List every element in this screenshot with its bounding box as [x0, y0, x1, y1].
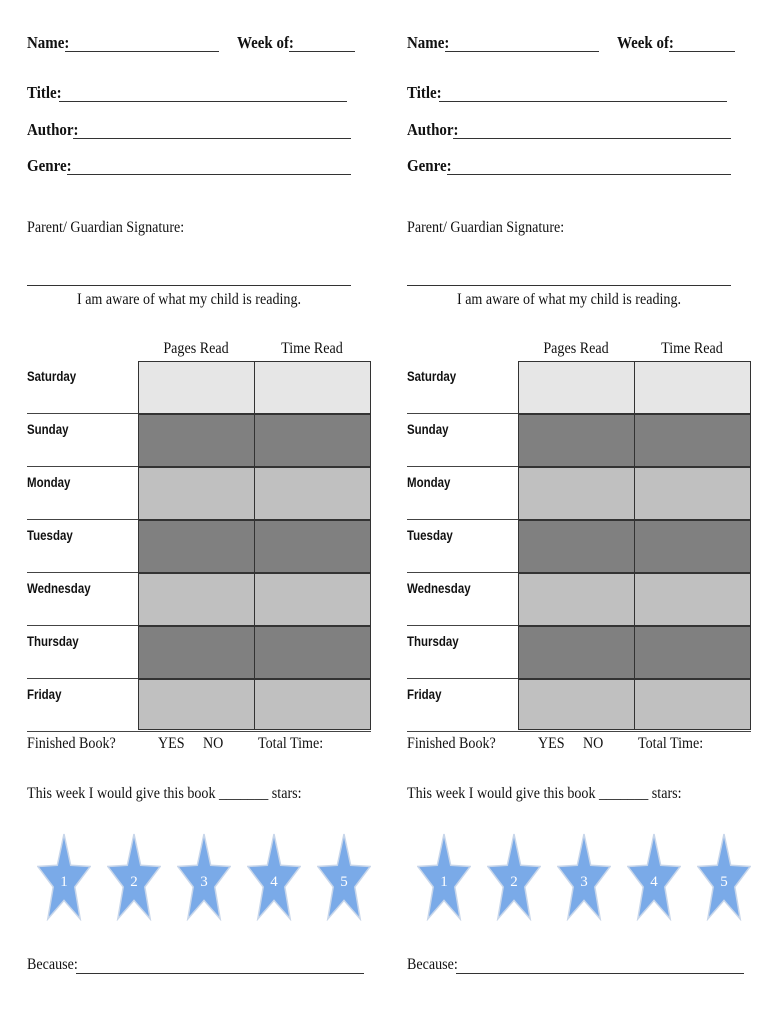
time-read-cell[interactable]	[254, 520, 371, 573]
pages-read-cell[interactable]	[138, 626, 255, 679]
finished-book-label: Finished Book?	[27, 735, 116, 752]
table-row-divider	[27, 731, 371, 732]
title-label: Title:	[27, 83, 62, 102]
time-read-cell[interactable]	[634, 679, 751, 730]
day-label: Monday	[407, 474, 451, 490]
pages-read-cell[interactable]	[518, 520, 635, 573]
week-of-field[interactable]	[669, 51, 735, 52]
title-label: Title:	[407, 83, 442, 102]
week-of-field[interactable]	[289, 51, 355, 52]
signature-label: Parent/ Guardian Signature:	[407, 219, 565, 236]
pages-read-cell[interactable]	[138, 467, 255, 520]
pages-read-cell[interactable]	[518, 414, 635, 467]
week-of-label: Week of:	[617, 33, 674, 52]
time-read-cell[interactable]	[254, 467, 371, 520]
pages-read-header: Pages Read	[543, 340, 609, 357]
star-1-icon[interactable]	[37, 825, 91, 921]
pages-read-cell[interactable]	[518, 573, 635, 626]
star-shape-icon	[417, 825, 471, 921]
time-read-cell[interactable]	[634, 414, 751, 467]
star-4-icon[interactable]	[247, 825, 301, 921]
day-label: Thursday	[27, 633, 79, 649]
star-shape-icon	[177, 825, 231, 921]
table-row-divider	[407, 731, 751, 732]
star-shape-icon	[487, 825, 541, 921]
star-shape-icon	[107, 825, 161, 921]
star-number: 2	[130, 874, 138, 890]
day-label: Wednesday	[27, 580, 91, 596]
yes-option[interactable]: YES	[538, 735, 565, 752]
star-shape-icon	[317, 825, 371, 921]
pages-read-cell[interactable]	[518, 679, 635, 730]
because-label: Because:	[407, 956, 458, 973]
time-read-cell[interactable]	[254, 626, 371, 679]
star-shape-icon	[37, 825, 91, 921]
pages-read-cell[interactable]	[138, 573, 255, 626]
title-field[interactable]	[439, 101, 727, 102]
star-number: 5	[340, 874, 348, 890]
reading-log-left	[27, 0, 387, 1024]
day-label: Wednesday	[407, 580, 471, 596]
pages-read-header: Pages Read	[163, 340, 229, 357]
time-read-cell[interactable]	[254, 573, 371, 626]
finished-book-label: Finished Book?	[407, 735, 496, 752]
pages-read-cell[interactable]	[518, 626, 635, 679]
star-3-icon[interactable]	[557, 825, 611, 921]
star-4-icon[interactable]	[627, 825, 681, 921]
time-read-cell[interactable]	[634, 467, 751, 520]
day-label: Sunday	[407, 421, 449, 437]
because-field[interactable]	[456, 973, 744, 974]
star-number: 4	[650, 874, 658, 890]
genre-label: Genre:	[407, 156, 452, 175]
no-option[interactable]: NO	[583, 735, 604, 752]
pages-read-cell[interactable]	[518, 361, 635, 414]
pages-read-cell[interactable]	[138, 361, 255, 414]
day-label: Sunday	[27, 421, 69, 437]
time-read-cell[interactable]	[634, 520, 751, 573]
time-read-header: Time Read	[281, 340, 343, 357]
author-field[interactable]	[73, 138, 351, 139]
signature-field[interactable]	[27, 285, 351, 286]
title-field[interactable]	[59, 101, 347, 102]
total-time-label: Total Time:	[258, 735, 324, 752]
star-number: 3	[580, 874, 588, 890]
time-read-cell[interactable]	[634, 361, 751, 414]
because-label: Because:	[27, 956, 78, 973]
reading-log-right	[407, 0, 767, 1024]
yes-option[interactable]: YES	[158, 735, 185, 752]
author-field[interactable]	[453, 138, 731, 139]
time-read-cell[interactable]	[254, 679, 371, 730]
star-2-icon[interactable]	[487, 825, 541, 921]
star-5-icon[interactable]	[317, 825, 371, 921]
awareness-note: I am aware of what my child is reading.	[456, 291, 682, 308]
signature-label: Parent/ Guardian Signature:	[27, 219, 185, 236]
day-label: Saturday	[407, 368, 457, 384]
star-3-icon[interactable]	[177, 825, 231, 921]
day-label: Tuesday	[407, 527, 453, 543]
star-number: 2	[510, 874, 518, 890]
star-number: 4	[270, 874, 278, 890]
star-number: 1	[440, 874, 448, 890]
pages-read-cell[interactable]	[518, 467, 635, 520]
time-read-cell[interactable]	[254, 361, 371, 414]
day-label: Friday	[27, 686, 62, 702]
star-rating-prompt: This week I would give this book _______ stars:	[27, 785, 302, 802]
star-shape-icon	[627, 825, 681, 921]
name-field[interactable]	[65, 51, 219, 52]
time-read-header: Time Read	[661, 340, 723, 357]
star-number: 3	[200, 874, 208, 890]
time-read-cell[interactable]	[254, 414, 371, 467]
day-label: Saturday	[27, 368, 77, 384]
name-field[interactable]	[445, 51, 599, 52]
author-label: Author:	[27, 120, 79, 139]
star-rating-prompt: This week I would give this book _______ stars:	[407, 785, 682, 802]
pages-read-cell[interactable]	[138, 414, 255, 467]
because-field[interactable]	[76, 973, 364, 974]
pages-read-cell[interactable]	[138, 520, 255, 573]
star-shape-icon	[557, 825, 611, 921]
time-read-cell[interactable]	[634, 626, 751, 679]
author-label: Author:	[407, 120, 459, 139]
star-2-icon[interactable]	[107, 825, 161, 921]
awareness-note: I am aware of what my child is reading.	[76, 291, 302, 308]
star-number: 1	[60, 874, 68, 890]
day-label: Friday	[407, 686, 442, 702]
name-label: Name:	[27, 33, 70, 52]
week-of-label: Week of:	[237, 33, 294, 52]
genre-label: Genre:	[27, 156, 72, 175]
genre-field[interactable]	[447, 174, 731, 175]
day-label: Tuesday	[27, 527, 73, 543]
star-shape-icon	[697, 825, 751, 921]
day-label: Monday	[27, 474, 71, 490]
name-label: Name:	[407, 33, 450, 52]
no-option[interactable]: NO	[203, 735, 224, 752]
star-1-icon[interactable]	[417, 825, 471, 921]
genre-field[interactable]	[67, 174, 351, 175]
time-read-cell[interactable]	[634, 573, 751, 626]
pages-read-cell[interactable]	[138, 679, 255, 730]
star-number: 5	[720, 874, 728, 890]
star-shape-icon	[247, 825, 301, 921]
signature-field[interactable]	[407, 285, 731, 286]
total-time-label: Total Time:	[638, 735, 704, 752]
star-5-icon[interactable]	[697, 825, 751, 921]
day-label: Thursday	[407, 633, 459, 649]
